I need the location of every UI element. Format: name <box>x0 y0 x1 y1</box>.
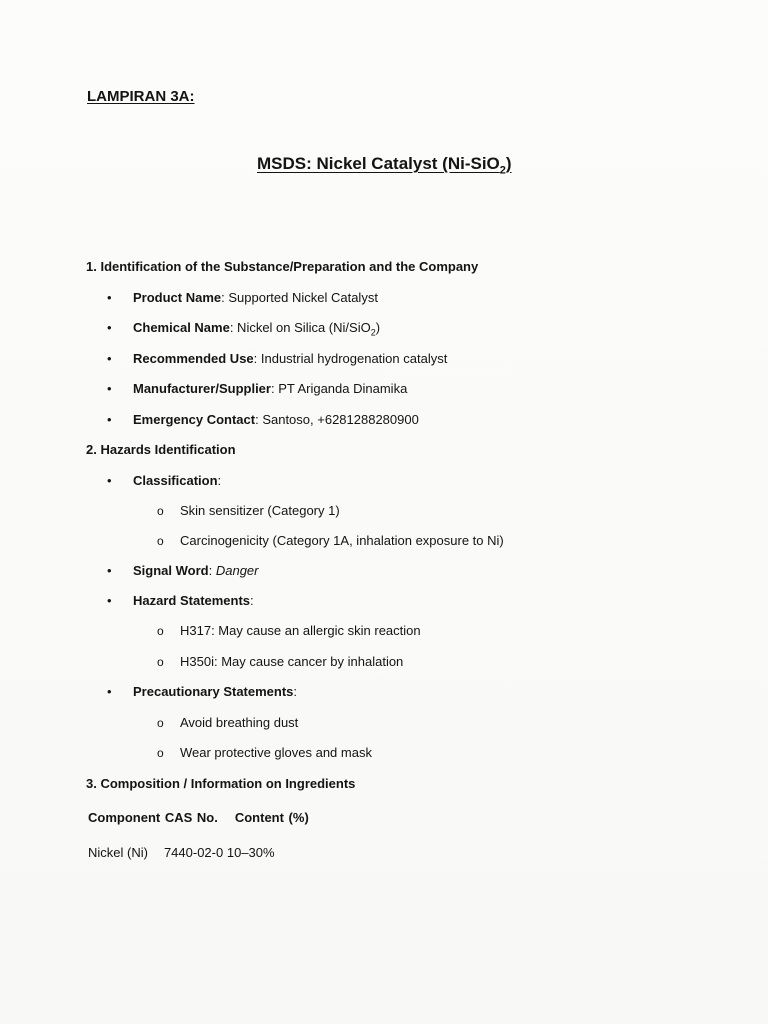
header-content: Content (%) <box>234 810 309 825</box>
hazard-statements-label: Hazard Statements <box>133 593 251 608</box>
recommended-use-value: : Industrial hydrogenation catalyst <box>253 351 448 366</box>
title-text: MSDS: Nickel Catalyst (Ni-SiO <box>257 154 500 173</box>
header-cas: CAS No. <box>164 810 218 825</box>
bullet-icon: • <box>107 563 112 578</box>
signal-word-colon: : <box>208 563 216 578</box>
manufacturer-label: Manufacturer/Supplier <box>133 381 271 396</box>
recommended-use-label: Recommended Use <box>133 351 254 366</box>
document-title <box>257 154 512 176</box>
classification-sub-item: Carcinogenicity (Category 1A, inhalation exposure to Ni) <box>180 533 504 548</box>
recommended-use-item <box>133 351 447 366</box>
manufacturer-item <box>133 381 407 396</box>
precautionary-statements-item <box>133 684 297 699</box>
hazard-sub-item: H317: May cause an allergic skin reaction <box>180 623 421 638</box>
product-name-value: : Supported Nickel Catalyst <box>221 290 378 305</box>
section-2-heading: 2. Hazards Identification <box>86 442 236 457</box>
sub-bullet-icon: o <box>157 746 164 760</box>
bullet-icon: • <box>107 412 112 427</box>
manufacturer-value: : PT Ariganda Dinamika <box>270 381 408 396</box>
cell-cas: 7440-02-0 <box>163 845 224 860</box>
hazard-sub-item: H350i: May cause cancer by inhalation <box>180 654 404 669</box>
classification-sub-item: Skin sensitizer (Category 1) <box>180 503 340 518</box>
bullet-icon: • <box>107 593 112 608</box>
chemical-name-value: : Nickel on Silica (Ni/SiO <box>229 320 371 335</box>
cell-component: Nickel (Ni) <box>88 845 148 860</box>
bullet-icon: • <box>107 351 112 366</box>
hazard-statements-item <box>133 593 254 608</box>
appendix-label: LAMPIRAN 3A: <box>87 88 195 105</box>
title-subscript: 2 <box>499 164 506 177</box>
product-name-item <box>133 290 378 305</box>
header-component: Component <box>88 810 161 825</box>
signal-word-item <box>133 563 258 578</box>
precaution-sub-item: Avoid breathing dust <box>180 715 299 730</box>
sub-bullet-icon: o <box>157 504 164 518</box>
table-row <box>88 845 275 860</box>
emergency-contact-item <box>133 412 419 427</box>
sub-bullet-icon: o <box>157 655 164 669</box>
chemical-name-item <box>133 320 380 338</box>
bullet-icon: • <box>107 684 112 699</box>
sub-bullet-icon: o <box>157 534 164 548</box>
classification-label: Classification <box>133 473 218 488</box>
sub-bullet-icon: o <box>157 716 164 730</box>
classification-item <box>133 473 221 488</box>
bullet-icon: • <box>107 381 112 396</box>
signal-word-value: Danger <box>215 563 259 578</box>
chemical-name-label: Chemical Name <box>133 320 230 335</box>
chemical-name-close: ) <box>375 320 381 335</box>
section-3-heading: 3. Composition / Information on Ingredients <box>86 776 356 791</box>
emergency-contact-value: : Santoso, +6281288280900 <box>255 412 419 427</box>
bullet-icon: • <box>107 473 112 488</box>
precautionary-statements-label: Precautionary Statements <box>133 684 294 699</box>
precaution-sub-item: Wear protective gloves and mask <box>180 745 372 760</box>
cell-content: 10–30% <box>226 845 275 860</box>
signal-word-label: Signal Word <box>133 563 209 578</box>
emergency-contact-label: Emergency Contact <box>133 412 256 427</box>
bullet-icon: • <box>107 290 112 305</box>
classification-colon: : <box>217 473 222 488</box>
chemical-name-subscript: 2 <box>370 327 376 338</box>
sub-bullet-icon: o <box>157 624 164 638</box>
product-name-label: Product Name <box>133 290 222 305</box>
precautionary-statements-colon: : <box>293 684 298 699</box>
hazard-statements-colon: : <box>250 593 254 608</box>
title-close: ) <box>505 154 512 173</box>
section-1-heading: 1. Identification of the Substance/Preparation and the Company <box>86 259 479 274</box>
bullet-icon: • <box>107 320 112 335</box>
composition-table-header <box>88 810 309 825</box>
